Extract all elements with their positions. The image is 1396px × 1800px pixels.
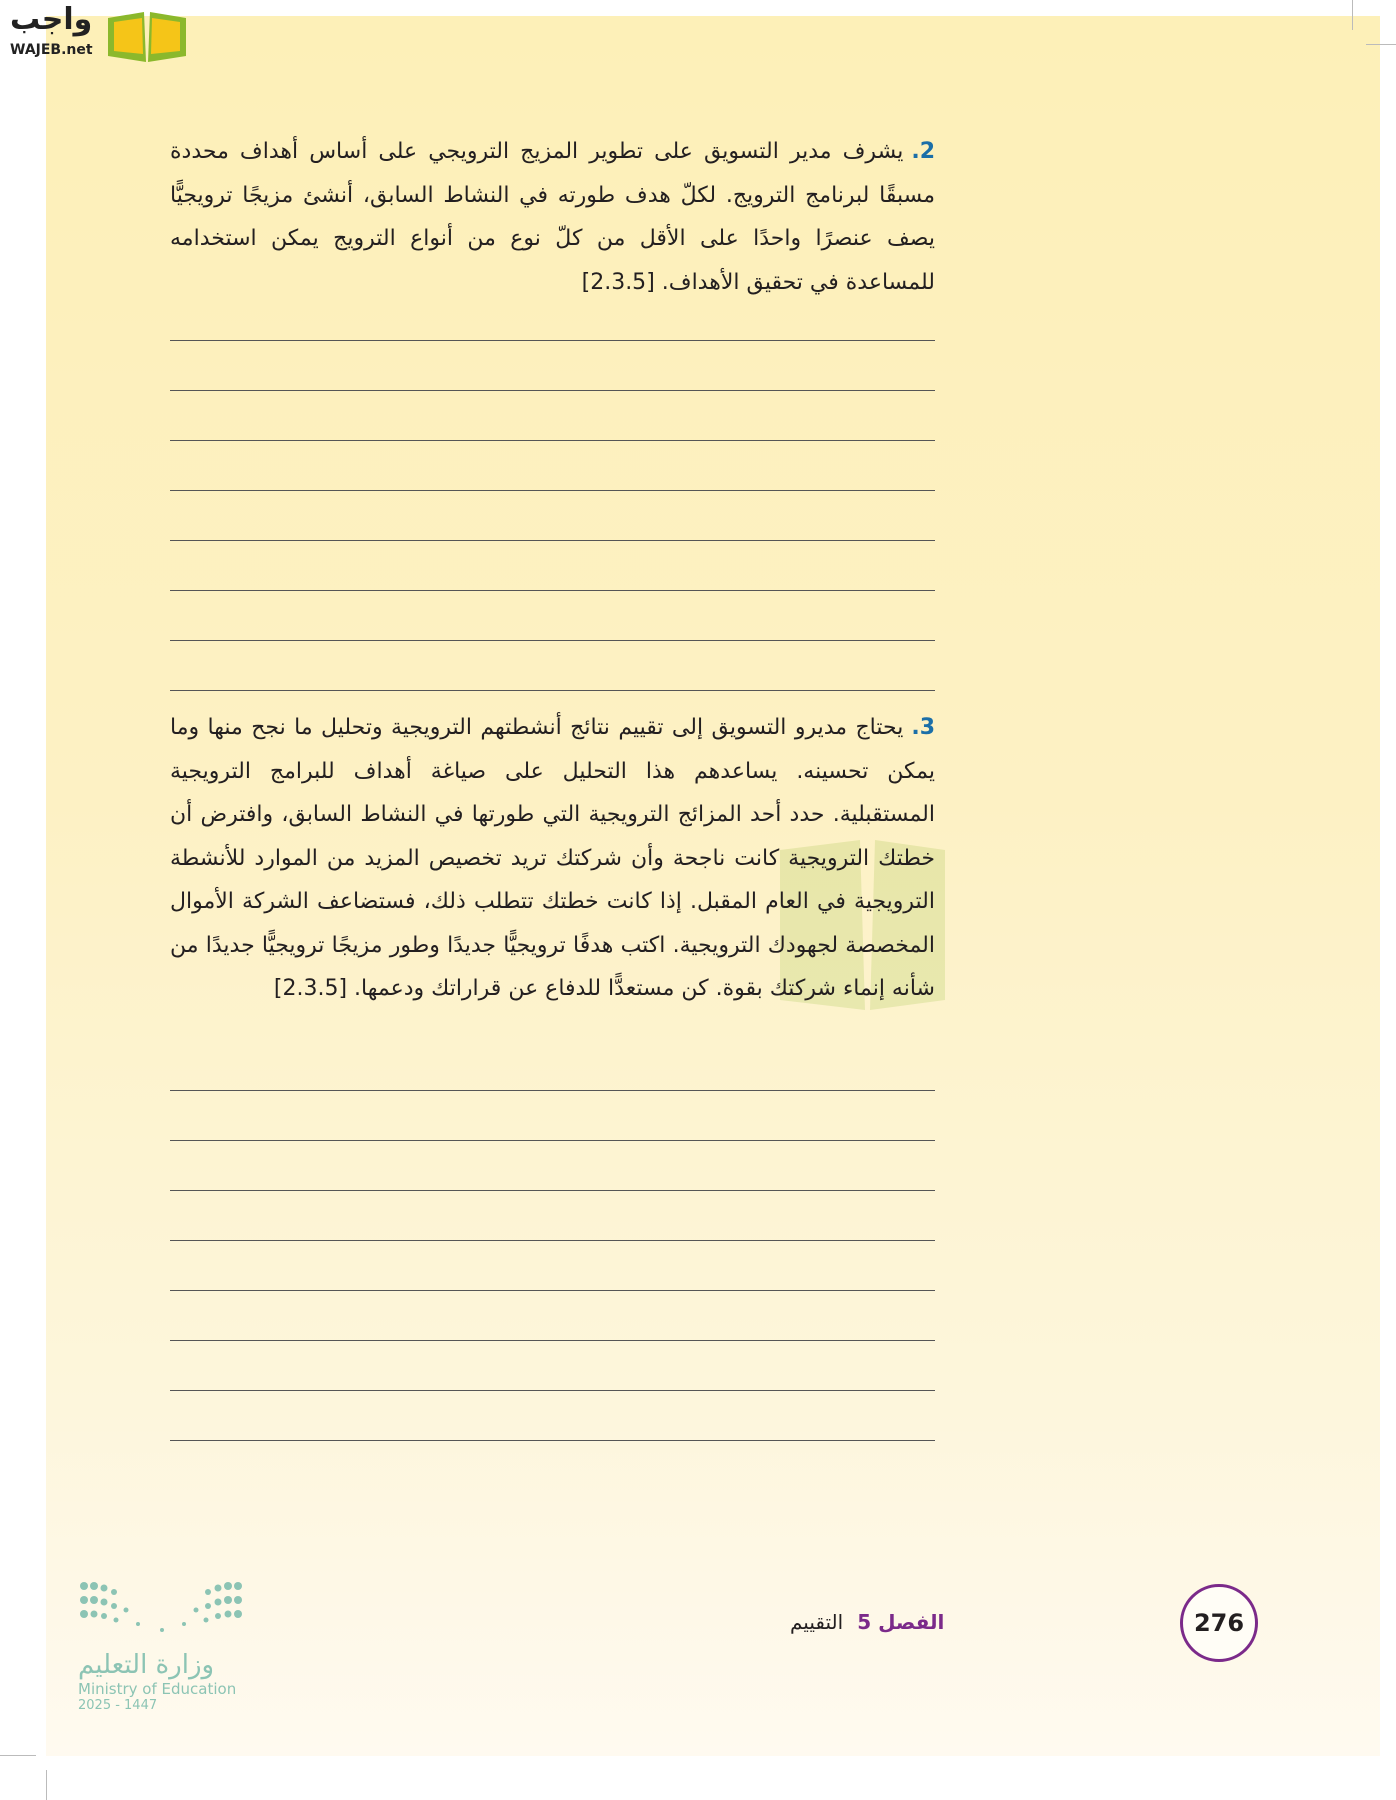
book-icon: [106, 4, 188, 64]
chapter-title: [790, 1610, 944, 1634]
ministry-year: 2025 - 1447: [78, 1698, 158, 1713]
section-label: التقييم: [790, 1610, 844, 1634]
ministry-arabic: وزارة التعليم: [78, 1650, 215, 1680]
crop-mark: [1366, 44, 1396, 45]
wajeb-logo: [0, 0, 190, 66]
crop-mark: [0, 1755, 36, 1756]
question-3: [170, 706, 935, 1011]
answer-line[interactable]: [170, 1290, 935, 1291]
answer-line[interactable]: [170, 490, 935, 491]
answer-line[interactable]: [170, 690, 935, 691]
answer-line[interactable]: [170, 640, 935, 641]
ministry-english: Ministry of Education: [78, 1680, 237, 1698]
answer-line[interactable]: [170, 1440, 935, 1441]
answer-line[interactable]: [170, 1190, 935, 1191]
answer-line[interactable]: [170, 1240, 935, 1241]
logo-english: WAJEB.net: [10, 42, 93, 58]
answer-line[interactable]: [170, 440, 935, 441]
page-number: 276: [1180, 1584, 1258, 1662]
answer-line[interactable]: [170, 1390, 935, 1391]
chapter-label: الفصل 5: [857, 1610, 945, 1634]
answer-line[interactable]: [170, 390, 935, 391]
crop-mark: [1352, 0, 1353, 30]
question-text: يحتاج مديرو التسويق إلى تقييم نتائج أنشطتهم الترويجية وتحليل ما نجح منها وما يمكن تحسينه. يساعدهم هذا التحليل على صياغة أهداف للبرامج الترويجية المستقبلية. حدد أحد المزائج الترويجية التي طورتها في النشاط السابق، وافترض أن خطتك الترويجية كانت ناجحة وأن شركتك تريد تخصيص المزيد من الموارد للأنشطة الترويجية في العام المقبل. إذا كانت خطتك تتطلب ذلك، فستضاعف الشركة الأموال المخصصة لجهودك الترويجية. اكتب هدفًا ترويجيًّا جديدًا وطور مزيجًا ترويجيًّا جديدًا من شأنه إنماء شركتك بقوة. كن مستعدًّا للدفاع عن قراراتك ودعمها. [2.3.5]: [170, 715, 935, 1001]
logo-arabic: واجب: [10, 2, 93, 37]
ministry-logo: [78, 1580, 253, 1713]
crop-mark: [46, 1770, 47, 1800]
answer-line[interactable]: [170, 1090, 935, 1091]
answer-line[interactable]: [170, 1140, 935, 1141]
question-number: 3.: [911, 715, 935, 740]
answer-line[interactable]: [170, 1340, 935, 1341]
question-2: [170, 130, 935, 304]
answer-line[interactable]: [170, 540, 935, 541]
answer-line[interactable]: [170, 590, 935, 591]
ministry-dots-icon: [78, 1580, 248, 1640]
answer-line[interactable]: [170, 340, 935, 341]
question-number: 2.: [911, 139, 935, 164]
question-text: يشرف مدير التسويق على تطوير المزيج الترويجي على أساس أهداف محددة مسبقًا لبرنامج الترويج. لكلّ هدف طورته في النشاط السابق، أنشئ مزيجًا ترويجيًّا يصف عنصرًا واحدًا على الأقل من كلّ نوع من أنواع الترويج يمكن استخدامه للمساعدة في تحقيق الأهداف. [2.3.5]: [170, 139, 935, 295]
